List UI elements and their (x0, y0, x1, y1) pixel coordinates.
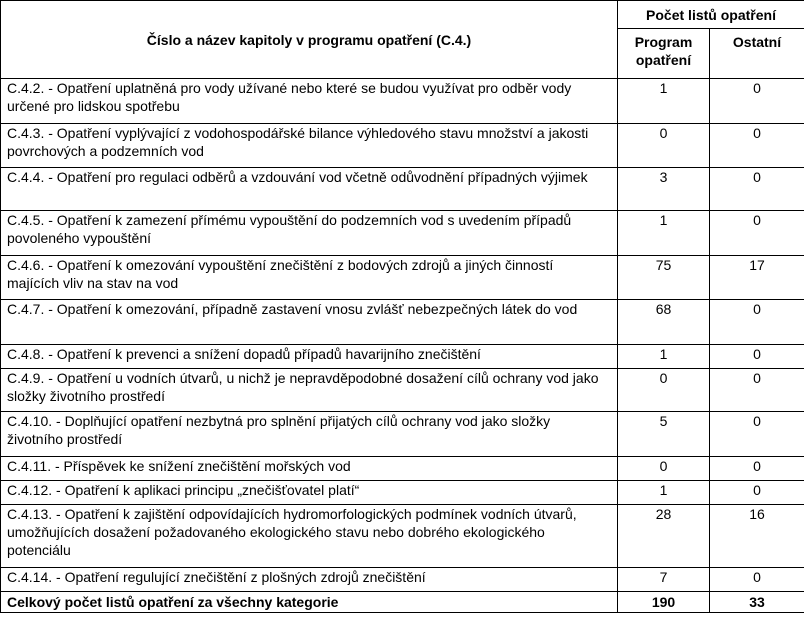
other-count-cell: 16 (710, 505, 804, 568)
chapter-cell: C.4.13. - Opatření k zajištění odpovídajících hydromorfologických podmínek vodních útvarů, umožňujících dosažení požadovaného ekologického stavu nebo dobrého ekologického potenciálu (1, 505, 618, 568)
table-row (1, 124, 804, 168)
other-count-cell: 0 (710, 211, 804, 256)
chapter-cell: C.4.4. - Opatření pro regulaci odběrů a vzdouvání vod včetně odůvodnění případných výjimek (1, 168, 618, 211)
program-count-cell: 1 (618, 481, 710, 505)
other-count-cell: 0 (710, 457, 804, 481)
table-row (1, 481, 804, 505)
other-column-header: Ostatní (710, 29, 804, 79)
table-row (1, 168, 804, 211)
table-row (1, 369, 804, 412)
total-program-count: 190 (618, 592, 710, 613)
total-label: Celkový počet listů opatření za všechny kategorie (1, 592, 618, 613)
program-count-cell: 68 (618, 300, 710, 345)
other-count-cell: 0 (710, 345, 804, 369)
table-row (1, 256, 804, 300)
chapter-cell: C.4.7. - Opatření k omezování, případně zastavení vnosu zvlášť nebezpečných látek do vod (1, 300, 618, 345)
table-row (1, 457, 804, 481)
program-count-cell: 7 (618, 568, 710, 592)
other-count-cell: 17 (710, 256, 804, 300)
program-count-cell: 0 (618, 124, 710, 168)
program-count-cell: 0 (618, 369, 710, 412)
chapter-cell: C.4.10. - Doplňující opatření nezbytná pro splnění přijatých cílů ochrany vod jako složky životního prostředí (1, 412, 618, 457)
chapter-cell: C.4.6. - Opatření k omezování vypouštění znečištění z bodových zdrojů a jiných činností majících vliv na stav na vod (1, 256, 618, 300)
table-row (1, 211, 804, 256)
program-count-cell: 28 (618, 505, 710, 568)
total-row (1, 592, 804, 613)
program-count-cell: 5 (618, 412, 710, 457)
program-count-cell: 0 (618, 457, 710, 481)
table-row (1, 345, 804, 369)
other-count-cell: 0 (710, 568, 804, 592)
table-row (1, 300, 804, 345)
program-count-cell: 1 (618, 211, 710, 256)
other-count-cell: 0 (710, 124, 804, 168)
chapter-cell: C.4.3. - Opatření vyplývající z vodohospodářské bilance výhledového stavu množství a jakosti povrchových a podzemních vod (1, 124, 618, 168)
chapter-cell: C.4.9. - Opatření u vodních útvarů, u nichž je nepravděpodobné dosažení cílů ochrany vod jako složky životního prostředí (1, 369, 618, 412)
other-count-cell: 0 (710, 369, 804, 412)
program-count-cell: 1 (618, 345, 710, 369)
chapter-cell: C.4.12. - Opatření k aplikaci principu „znečišťovatel platí“ (1, 481, 618, 505)
chapter-cell: C.4.11. - Příspěvek ke snížení znečištění mořských vod (1, 457, 618, 481)
table-row (1, 412, 804, 457)
program-count-cell: 75 (618, 256, 710, 300)
chapter-header: Číslo a název kapitoly v programu opatření (C.4.) (1, 1, 618, 79)
table-row (1, 79, 804, 124)
chapter-cell: C.4.8. - Opatření k prevenci a snížení dopadů případů havarijního znečištění (1, 345, 618, 369)
chapter-cell: C.4.5. - Opatření k zamezení přímému vypouštění do podzemních vod s uvedením případů povoleného vypouštění (1, 211, 618, 256)
table-row (1, 568, 804, 592)
total-other-count: 33 (710, 592, 804, 613)
other-count-cell: 0 (710, 300, 804, 345)
other-count-cell: 0 (710, 79, 804, 124)
chapter-cell: C.4.2. - Opatření uplatněná pro vody užívané nebo které se budou využívat pro odběr vody určené pro lidskou spotřebu (1, 79, 618, 124)
count-group-header: Počet listů opatření (618, 1, 804, 29)
chapter-cell: C.4.14. - Opatření regulující znečištění z plošných zdrojů znečištění (1, 568, 618, 592)
other-count-cell: 0 (710, 412, 804, 457)
program-count-cell: 3 (618, 168, 710, 211)
other-count-cell: 0 (710, 481, 804, 505)
table-row (1, 505, 804, 568)
other-count-cell: 0 (710, 168, 804, 211)
program-column-header: Program opatření (618, 29, 710, 79)
program-count-cell: 1 (618, 79, 710, 124)
